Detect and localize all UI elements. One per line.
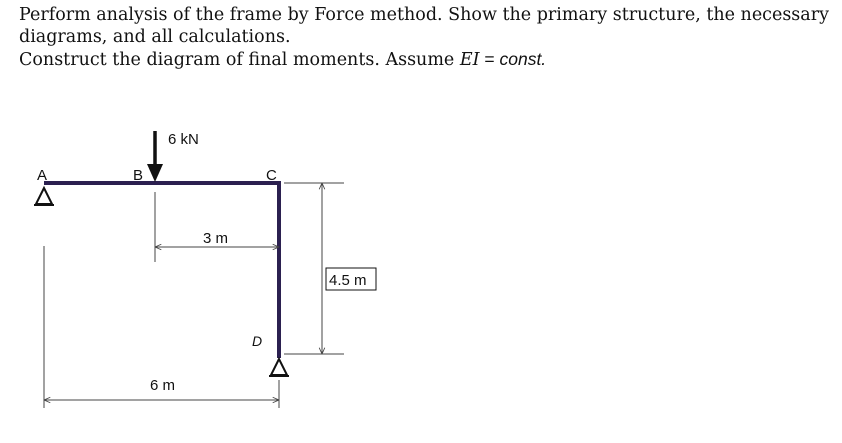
load-label: 6 kN (168, 131, 199, 148)
const-word: const. (499, 49, 547, 69)
problem-line-1: Perform analysis of the frame by Force method. Show the primary structure, the necessary diagrams, and all calculations. (19, 5, 829, 47)
dimension-cd (284, 183, 376, 354)
dimension-bc (155, 192, 279, 262)
ei-symbol: EI (459, 50, 480, 70)
node-d-label: D (252, 333, 263, 349)
load-arrow-icon (147, 131, 163, 182)
equals-sign: = (479, 49, 500, 69)
support-a-icon (34, 188, 54, 205)
problem-line-2-text: Construct the diagram of final moments. Assume (19, 50, 460, 70)
dim-cd-label: 4.5 m (329, 272, 367, 289)
dim-bc-label: 3 m (203, 230, 229, 247)
support-d-icon (269, 359, 289, 376)
node-c-label: C (266, 167, 277, 184)
dim-ac-label: 6 m (150, 377, 176, 394)
node-b-label: B (133, 167, 144, 184)
node-a-label: A (37, 167, 48, 184)
